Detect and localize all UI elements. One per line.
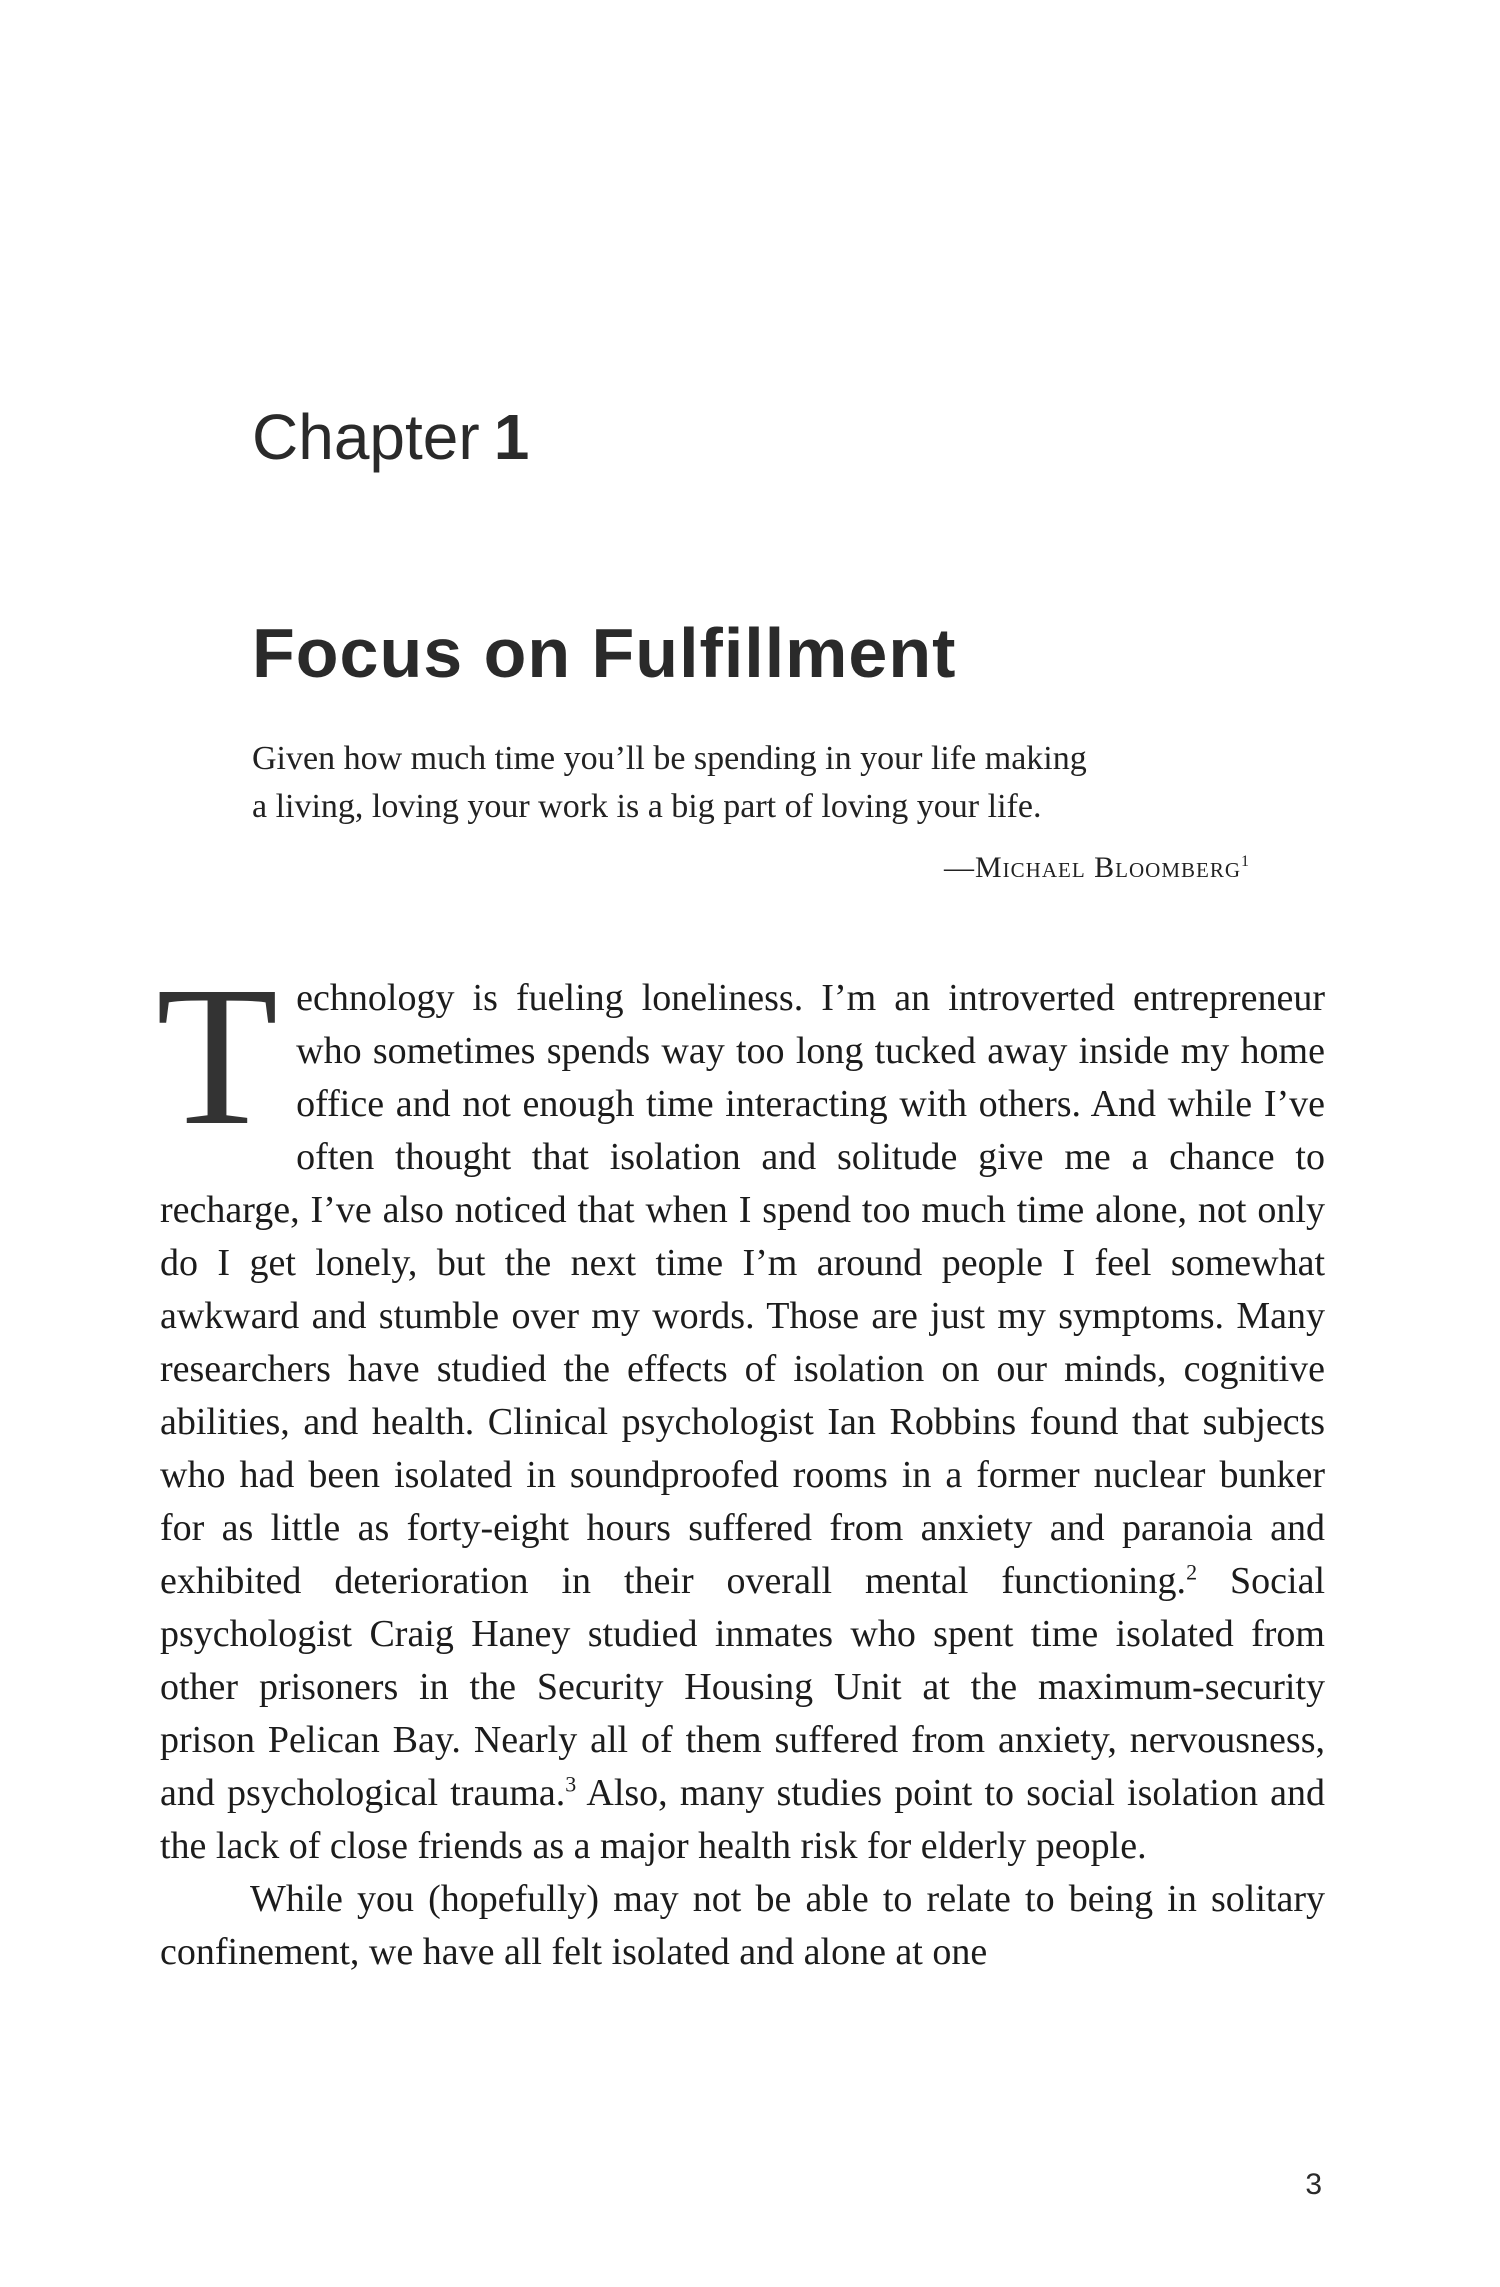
paragraph-1-lead: echnology is fueling loneliness. I’m an introverted entrepreneur who sometimes spends way too long tucked away inside my home office and not enough time interacting with others. And while I’ve often thought that isolation and solitude give me a chance to recharge, I’ve also noticed that when I spend too much time alone, not only do I get lonely, but the next time I’m around people I feel somewhat awkward and stumble over my words. Those are just my symptoms. Many researchers have studied the effects of isolation on our minds, cognitive abilities, and health. Clinical psychologist Ian Robbins found that subjects who had been isolated in soundproofed rooms in a former nuclear bunker for as little as forty-eight hours suffered from anxiety and paranoia and exhibited deterioration in their overall mental functioning. — [160, 977, 1325, 1602]
attribution-footnote: 1 — [1241, 853, 1250, 870]
epigraph-quote — [252, 735, 1252, 831]
footnote-ref-2: 2 — [1186, 1559, 1198, 1585]
attribution-name: —Michael Bloomberg — [943, 851, 1241, 884]
paragraph-2: While you (hopefully) may not be able to relate to being in solitary confinement, we have all felt isolated and alone at one — [160, 1878, 1325, 1973]
paragraph-1 — [156, 946, 1325, 1873]
chapter-title: Focus on Fulfillment — [252, 614, 957, 692]
chapter-word: Chapter — [252, 401, 480, 473]
chapter-label — [252, 401, 530, 473]
paragraph-1-mid: Social psychologist Craig Haney studied inmates who spent time isolated from other prisoners in the Security Housing Unit at the maximum-security prison Pelican Bay. Nearly all of them suffered from anxiety, nervousness, and psychological trauma. — [160, 1560, 1325, 1814]
chapter-number: 1 — [493, 401, 530, 473]
body-text — [156, 946, 1325, 1979]
footnote-ref-3: 3 — [565, 1771, 577, 1797]
epigraph-line-1: Given how much time you’ll be spending in your life making — [252, 740, 1087, 777]
drop-cap: T — [156, 946, 279, 1167]
epigraph-attribution — [944, 838, 1250, 892]
paragraph-1-end: Also, many studies point to social isolation and the lack of close friends as a major health risk for elderly people. — [160, 1772, 1325, 1867]
page-number: 3 — [1305, 2168, 1322, 2201]
epigraph-line-2: a living, loving your work is a big part of loving your life. — [252, 788, 1042, 825]
